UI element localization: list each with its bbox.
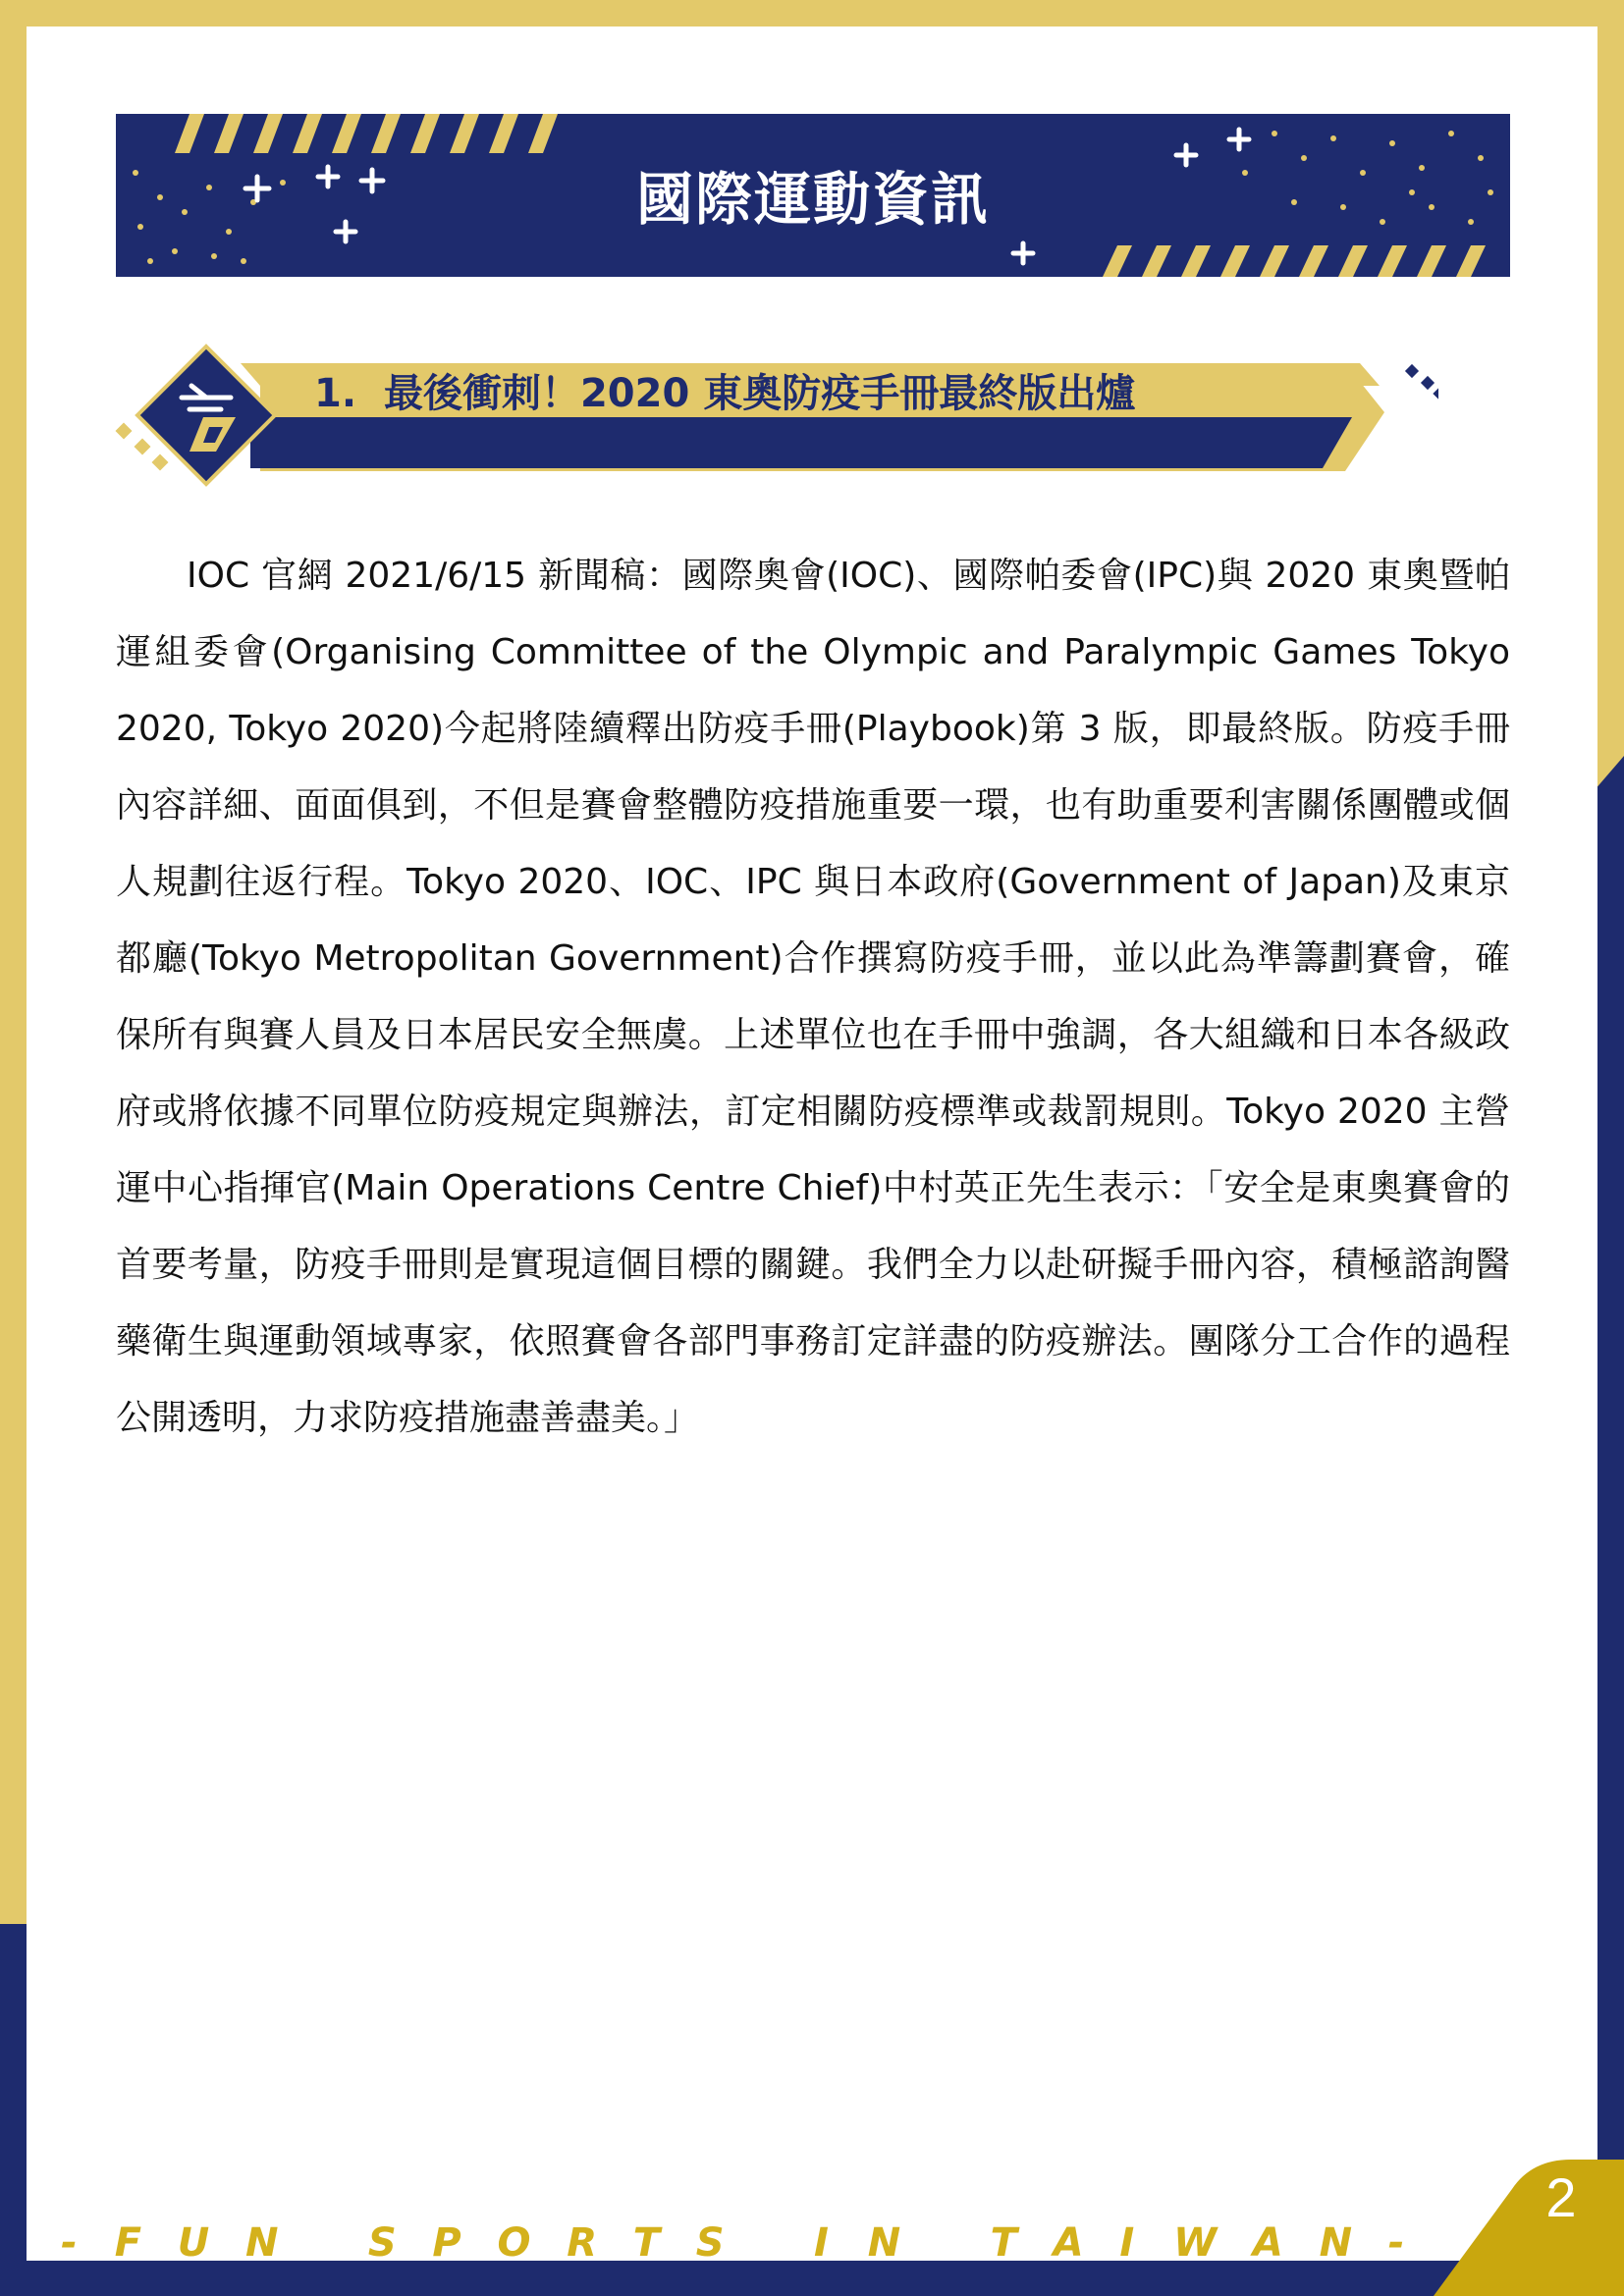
- footer-slogan-char: F: [114, 2220, 142, 2266]
- footer-slogan-char: A: [1053, 2220, 1084, 2266]
- section-title-text: 最後衝刺！2020 東奧防疫手冊最終版出爐: [383, 371, 1136, 416]
- footer-slogan-char: [314, 2220, 332, 2266]
- footer-slogan-char: -: [1387, 2220, 1405, 2266]
- footer-slogan-char: I: [814, 2220, 829, 2266]
- footer-slogan-char: O: [497, 2220, 531, 2266]
- footer-slogan-char: N: [1319, 2220, 1353, 2266]
- footer-slogan-char: P: [432, 2220, 461, 2266]
- banner-title: 國際運動資訊: [635, 166, 990, 233]
- section-heading: [113, 339, 1438, 496]
- footer-slogan-char: R: [567, 2220, 598, 2266]
- footer-slogan-char: N: [867, 2220, 901, 2266]
- bottom-band: [0, 2261, 1624, 2296]
- footer-slogan-char: S: [367, 2220, 397, 2266]
- footer-slogan: [61, 2220, 1406, 2266]
- footer-slogan-char: -: [61, 2220, 78, 2266]
- footer-slogan-char: W: [1173, 2220, 1218, 2266]
- header-banner: [116, 114, 1510, 277]
- section-number: 1.: [314, 371, 357, 416]
- footer-slogan-char: [760, 2220, 778, 2266]
- footer-slogan-char: A: [1252, 2220, 1283, 2266]
- page-number: 2: [1545, 2166, 1577, 2228]
- footer-slogan-char: T: [632, 2220, 661, 2266]
- footer-slogan-char: T: [990, 2220, 1017, 2266]
- footer-slogan-char: [937, 2220, 954, 2266]
- section-title: [314, 362, 1135, 418]
- article-body: IOC 官網 2021/6/15 新聞稿：國際奧會(IOC)、國際帕委會(IPC)與 2020 東奧暨帕運組委會(Organising Committee of the Olympic and Paralympic Games Tokyo 2020, Tokyo 2020)今起將陸續釋出防疫手冊(Playbook)第 3 版，即最終版。防疫手冊內容詳細、面面俱到，不但是賽會整體防疫措施重要一環，也有助重要利害關係團體或個人規劃往返行程。Tokyo 2020、IOC、IPC 與日本政府(Government of Japan)及東京都廳(Tokyo Metropolitan Government)合作撰寫防疫手冊，並以此為準籌劃賽會，確保所有與賽人員及日本居民安全無虞。上述單位也在手冊中強調，各大組織和日本各級政府或將依據不同單位防疫規定與辦法，訂定相關防疫標準或裁罰規則。Tokyo 2020 主營運中心指揮官(Main Operations Centre Chief)中村英正先生表示：「安全是東奧賽會的首要考量，防疫手冊則是實現這個目標的關鍵。我們全力以赴研擬手冊內容，積極諮詢醫藥衛生與運動領域專家，依照賽會各部門事務訂定詳盡的防疫辦法。團隊分工合作的過程公開透明，力求防疫措施盡善盡美。」: [116, 556, 1511, 1438]
- footer-slogan-char: N: [244, 2220, 279, 2266]
- footer-slogan-char: I: [1119, 2220, 1135, 2266]
- page-number-tab: [1434, 2160, 1624, 2296]
- footer-slogan-char: U: [177, 2220, 210, 2266]
- footer-slogan-char: S: [695, 2220, 725, 2266]
